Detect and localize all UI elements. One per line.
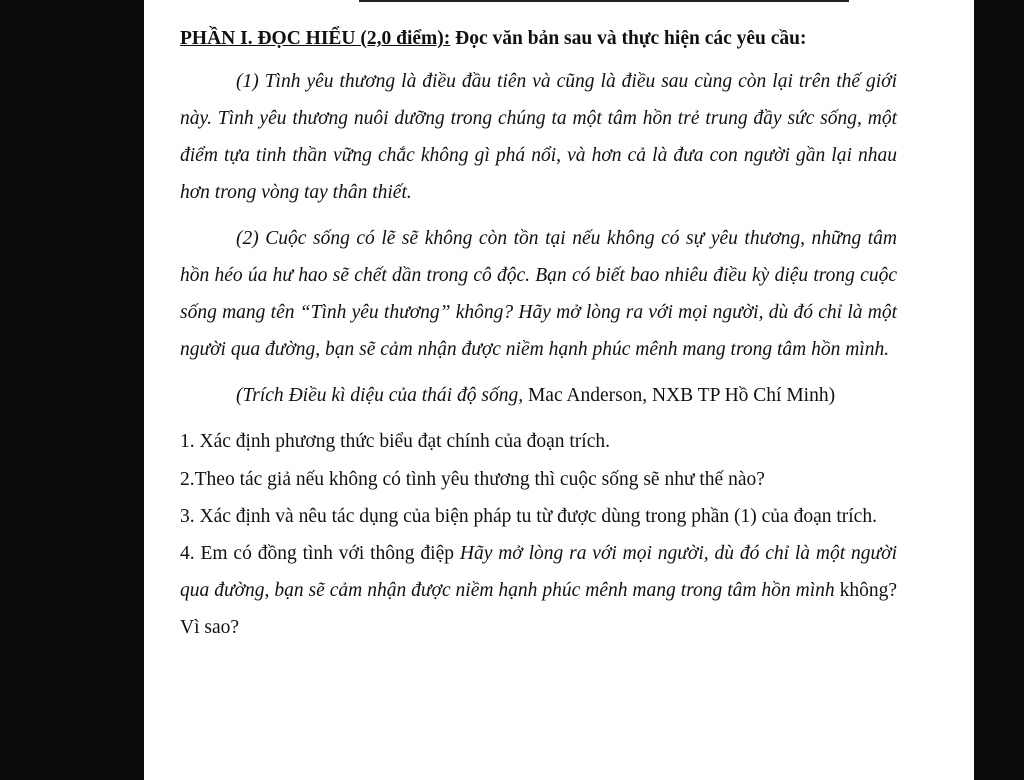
section-heading-instruction: Đọc văn bản sau và thực hiện các yêu cầu: [450, 28, 807, 49]
passage-paragraph-2: (2) Cuộc sống có lẽ sẽ không còn tồn tại nếu không có sự yêu thương, những tâm hồn héo úa hư hao sẽ chết dần trong cô độc. Bạn có biết bao nhiêu điều kỳ diệu trong cuộc sống mang tên “Tình yêu thương” không? Hãy mở lòng ra với mọi người, dù đó chỉ là một người qua đường, bạn sẽ cảm nhận được niềm hạnh phúc mênh mang trong tâm hồn mình. [180, 228, 897, 360]
question-3: 3. Xác định và nêu tác dụng của biện pháp tu từ được dùng trong phần (1) của đoạn trích. [180, 506, 877, 527]
citation-prefix: (Trích [236, 385, 289, 406]
document-page [144, 0, 974, 780]
page-top-rule [359, 0, 849, 2]
section-heading [180, 20, 897, 57]
question-4 [180, 535, 897, 646]
passage-paragraph-1: (1) Tình yêu thương là điều đầu tiên và cũng là điều sau cùng còn lại trên thế giới này. Tình yêu thương nuôi dưỡng trong chúng ta một tâm hồn trẻ trung đầy sức sống, một điểm tựa tinh thần vững chắc không gì phá nổi, và hơn cả là đưa con người gần lại nhau hơn trong vòng tay thân thiết. [180, 71, 897, 203]
question-1: 1. Xác định phương thức biểu đạt chính của đoạn trích. [180, 431, 610, 452]
passage-citation [180, 377, 897, 414]
citation-title: Điều kì diệu của thái độ sống, [288, 385, 524, 406]
question-4-suffix: không? Vì sao? [180, 580, 898, 638]
section-heading-part: PHẦN I. ĐỌC HIỂU (2,0 điểm): [180, 28, 451, 49]
question-4-prefix: 4. Em có đồng tình với thông điệp [180, 543, 460, 564]
question-4-quote: Hãy mở lòng ra với mọi người, dù đó chỉ là một người qua đường, bạn sẽ cảm nhận được niềm hạnh phúc mênh mang trong tâm hồn mình [180, 543, 898, 601]
question-2: 2.Theo tác giả nếu không có tình yêu thương thì cuộc sống sẽ như thế nào? [180, 469, 765, 490]
citation-source: Mac Anderson, NXB TP Hồ Chí Minh) [523, 385, 836, 406]
document-body [180, 20, 897, 646]
